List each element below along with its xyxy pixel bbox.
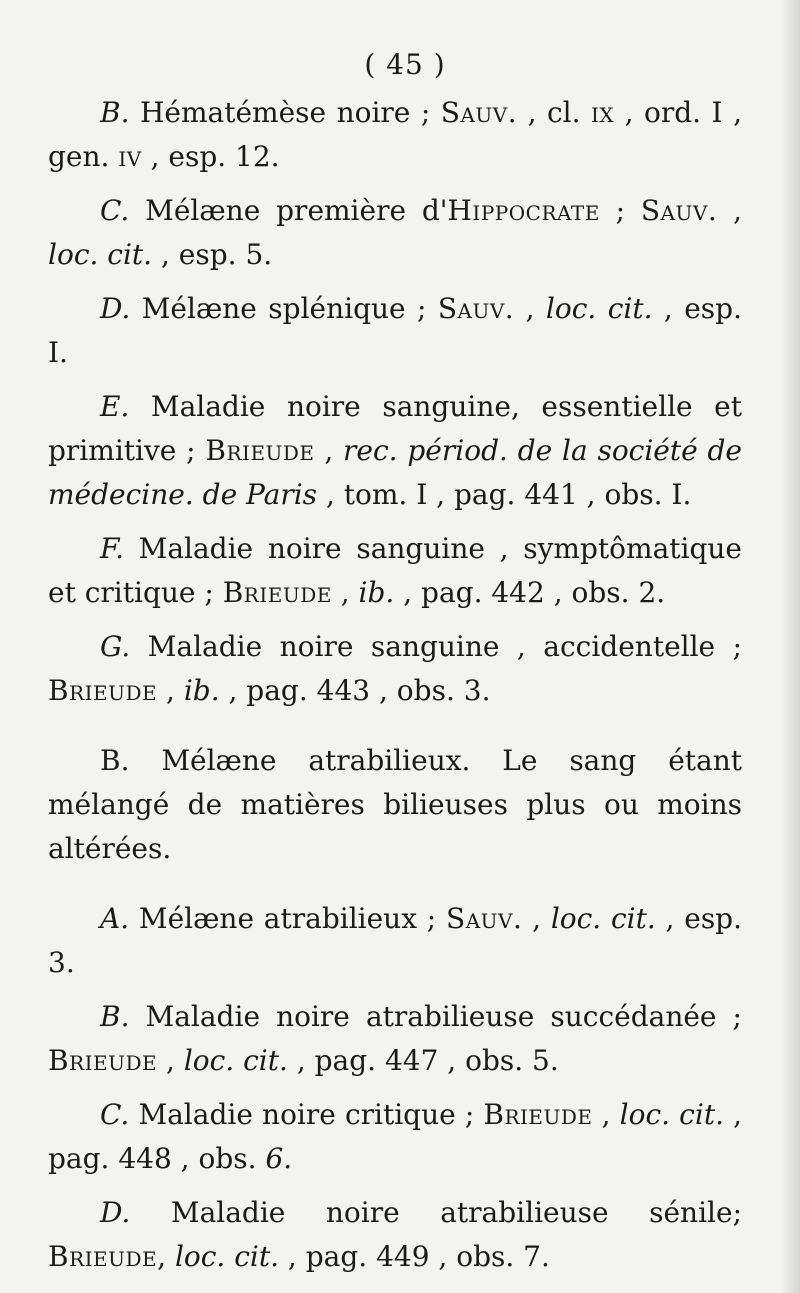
entry-text-run: , pag. 443 , obs. 3. [219,674,491,707]
entry-text-run: , gen. [48,96,742,173]
entry-text-run: , [157,674,184,707]
section-b-melaene-atrabilieux [48,739,742,871]
entry-text-run: B. [100,1000,130,1033]
entry-text-run: , esp. 12. [141,140,280,173]
entry-text-run: Brieude [205,434,315,467]
entry-text-run: E. [100,390,130,423]
entry-text-run: Maladie noire sanguine , accidentelle ; [130,630,742,663]
entry-text-run: Maladie noire atrabilieuse sénile; [130,1196,742,1229]
entry-text-run: C. [100,194,130,227]
entry-text-run: , ord. [614,96,712,129]
entry-text-run: loc. cit. [619,1098,724,1131]
entry-text-run: D. [100,1196,131,1229]
entry-text-run: Mélæne atrabilieux ; [129,902,447,935]
entry-text-run: , pag. 449 , obs. 7. [279,1240,550,1273]
entry-text-run: , esp. 5. [152,238,273,271]
entry-text-run: A. [100,902,130,935]
entry-text-run: , [157,1240,175,1273]
entry-text-run: F. [100,532,124,565]
entry-text-run: Sauv. [440,96,518,129]
entry-text-run: loc. cit. [545,292,653,325]
entry-text-run: , pag. 447 , obs. 5. [287,1044,559,1077]
entry-text-run: loc. cit. [48,238,153,271]
entry-text-run: loc. cit. [174,1240,280,1273]
entry-text-run: G. [100,630,131,663]
entry-text-run: loc. cit. [550,902,656,935]
entry-text-run: C. [100,1098,130,1131]
entry-a-melaene-atrabilieux [48,897,742,985]
entry-e-maladie-essentielle [48,385,742,517]
entry-text-run: Brieude [483,1098,593,1131]
entry-text-run: Maladie noire sanguine , symptômatique et critique ; [48,532,742,609]
entry-text-run: Sauv. [437,292,515,325]
entry-b-hematemese [48,91,742,179]
entry-text-run: Maladie noire sanguine, essentielle et primitive ; [48,390,742,467]
entry-text-run: , [314,434,344,467]
entry-b-maladie-succedanee [48,995,742,1083]
entry-text-run: Hippocrate [447,194,600,227]
entry-c-maladie-critique [48,1093,742,1181]
entry-text-run: B. [100,96,130,129]
entry-text-run: iv [118,140,142,173]
entry-text-run: Brieude [48,674,158,707]
entry-text-run: Maladie noire critique ; [129,1098,484,1131]
entry-text-run: , [331,576,359,609]
entry-text-run: , pag. 442 , obs. 2. [394,576,666,609]
entry-text-run: Brieude [48,1044,158,1077]
entry-text-run: B. Mélæne atrabilieux. Le sang étant mélangé de matières bilieuses plus ou moins altérées. [48,744,742,865]
entry-text-run: , [522,902,551,935]
entry-g-maladie-accidentelle [48,625,742,713]
entry-text-run: ib. [183,674,220,707]
entry-d-maladie-senile [48,1191,742,1279]
entry-text-run: ix [590,96,615,129]
entry-d-melaene-splenique [48,287,742,375]
entry-text-run: Hématémèse noire ; [129,96,441,129]
entry-text-run: loc. cit. [183,1044,288,1077]
entry-text-run: , [157,1044,184,1077]
entry-text-run: Brieude [48,1240,158,1273]
entry-text-run: , [717,194,742,227]
entry-text-run: ; [599,194,641,227]
entry-text-run: Brieude [222,576,332,609]
entry-text-run: , [514,292,546,325]
entry-text-run: Maladie noire atrabilieuse succédanée ; [129,1000,742,1033]
entry-f-maladie-symptomatique [48,527,742,615]
entry-text-run: D. [100,292,131,325]
entry-text-run: 6. [265,1142,293,1175]
entry-text-run: , esp. 3. [48,902,743,979]
entry-text-run: Sauv. [446,902,523,935]
entry-text-run: rec. périod. de la société de médecine. de Paris [48,434,742,511]
entry-text-run: Mélæne splénique ; [130,292,438,325]
entry-text-run: , tom. I , pag. 441 , obs. I. [317,478,692,511]
entry-text-run: , [592,1098,620,1131]
entry-text-run: , pag. 448 , obs. [48,1098,743,1175]
entry-text-run: ib. [358,576,395,609]
entry-text-run: Mélæne première d' [129,194,448,227]
entry-text-run: I [711,96,723,129]
page-number: ( 45 ) [364,48,446,81]
entry-text-run: , esp. I. [48,292,742,369]
entry-text-run: , cl. [517,96,591,129]
entry-c-melaene-hippocrate [48,189,742,277]
entry-text-run: Sauv. [640,194,718,227]
